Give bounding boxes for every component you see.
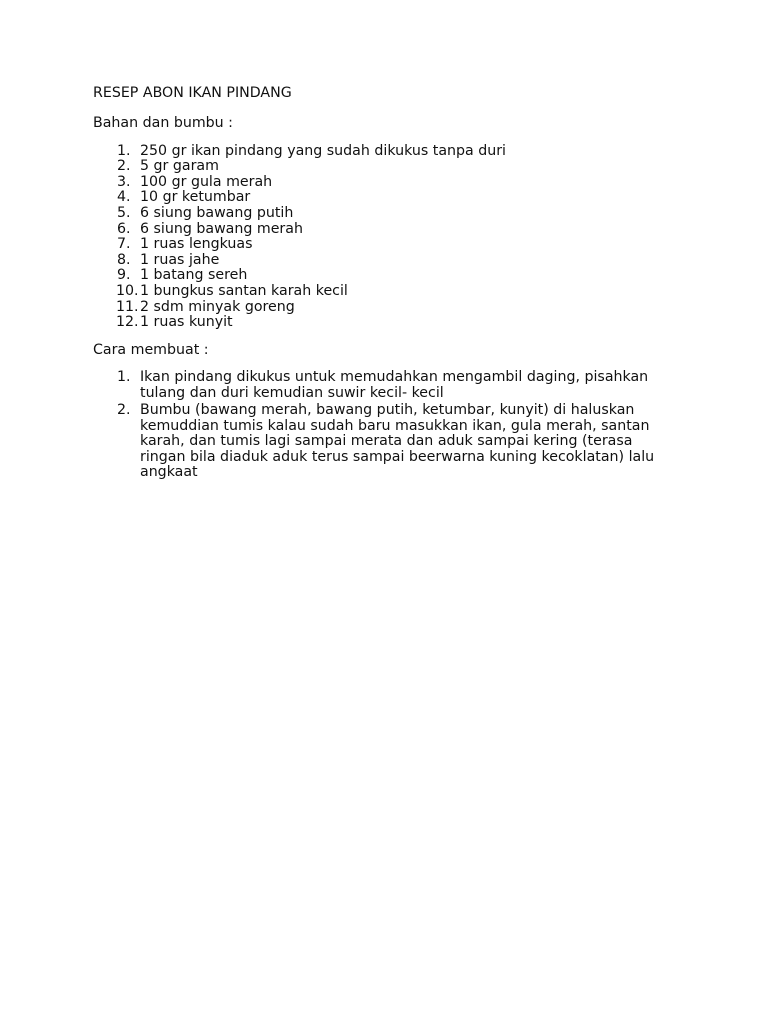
ingredient-item xyxy=(93,159,673,175)
ingredient-text: 1 ruas kunyit xyxy=(140,314,233,331)
list-number: 2. xyxy=(117,158,131,175)
ingredient-item xyxy=(93,253,673,269)
step-text: Ikan pindang dikukus untuk memudahkan mengambil daging, pisahkan tulang dan duri kemudian suwir kecil- kecil xyxy=(140,369,649,401)
ingredient-text: 1 bungkus santan karah kecil xyxy=(140,282,348,299)
list-number: 3. xyxy=(117,173,131,190)
step-item xyxy=(93,370,673,401)
list-number: 7. xyxy=(117,236,131,253)
list-number: 1. xyxy=(117,142,131,159)
ingredient-text: 10 gr ketumbar xyxy=(140,189,251,206)
list-number: 10. xyxy=(116,282,139,299)
list-number: 5. xyxy=(117,204,131,221)
ingredient-item xyxy=(93,284,673,300)
ingredient-text: 6 siung bawang putih xyxy=(140,204,294,221)
list-number: 9. xyxy=(117,267,131,284)
ingredient-item xyxy=(93,144,673,160)
document-content xyxy=(93,86,673,482)
list-number: 8. xyxy=(117,251,131,268)
steps-heading: Cara membuat : xyxy=(93,341,209,358)
list-number: 2. xyxy=(117,402,131,418)
ingredient-item xyxy=(93,190,673,206)
list-number: 4. xyxy=(117,189,131,206)
ingredient-item xyxy=(93,206,673,222)
ingredient-text: 2 sdm minyak goreng xyxy=(140,298,295,315)
ingredient-item xyxy=(93,300,673,316)
ingredient-item xyxy=(93,222,673,238)
ingredient-text: 100 gr gula merah xyxy=(140,173,273,190)
list-number: 6. xyxy=(117,220,131,237)
ingredient-item xyxy=(93,175,673,191)
ingredients-heading: Bahan dan bumbu : xyxy=(93,115,233,131)
step-text: Bumbu (bawang merah, bawang putih, ketumbar, kunyit) di haluskan kemuddian tumis kalau sudah baru masukkan ikan, gula merah, santan karah, dan tumis lagi sampai merata dan aduk sampai kering (terasa ringan bila diaduk aduk terus sampai beerwarna kuning kecoklatan) lalu angkaat xyxy=(140,402,655,481)
ingredient-item xyxy=(93,268,673,284)
ingredient-text: 250 gr ikan pindang yang sudah dikukus tanpa duri xyxy=(140,142,506,159)
step-item xyxy=(93,403,673,481)
ingredient-item xyxy=(93,315,673,331)
list-number: 12. xyxy=(116,314,139,331)
ingredient-text: 6 siung bawang merah xyxy=(140,220,303,237)
ingredients-list xyxy=(93,144,673,331)
ingredient-text: 5 gr garam xyxy=(140,158,219,175)
steps-list xyxy=(93,370,673,481)
ingredient-item xyxy=(93,237,673,253)
list-number: 11. xyxy=(116,298,139,315)
ingredient-text: 1 ruas lengkuas xyxy=(140,236,253,253)
ingredient-text: 1 ruas jahe xyxy=(140,251,220,268)
ingredient-text: 1 batang sereh xyxy=(140,267,248,284)
recipe-title: RESEP ABON IKAN PINDANG xyxy=(93,85,292,101)
list-number: 1. xyxy=(117,369,131,386)
